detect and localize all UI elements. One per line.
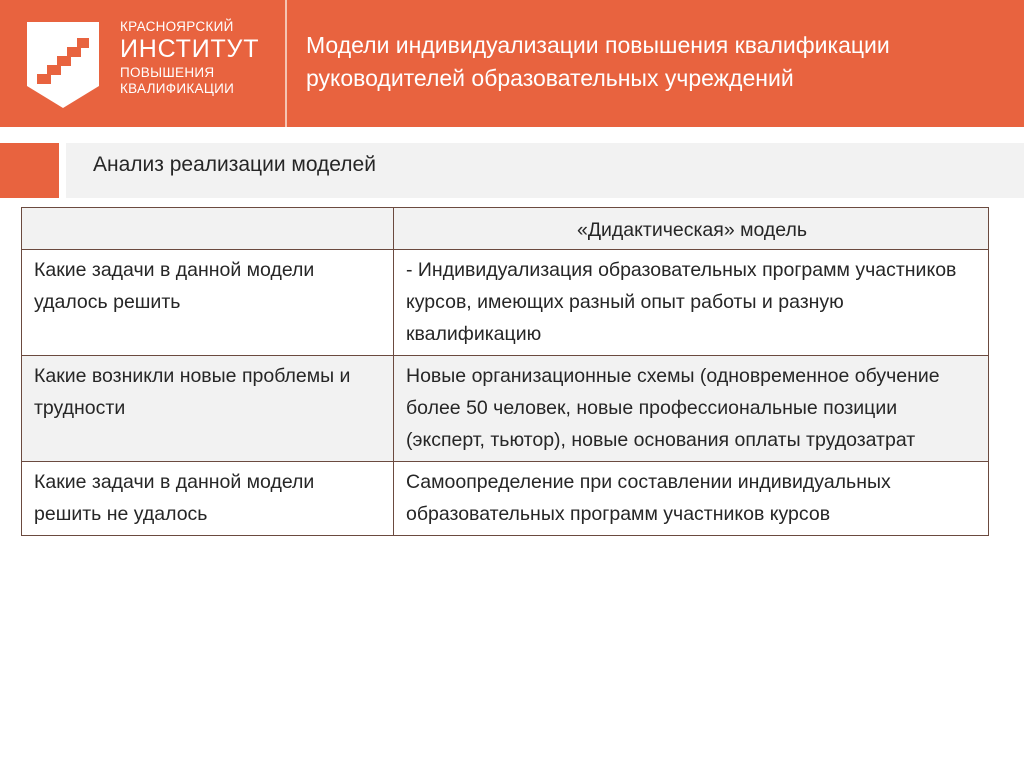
table-row [22,462,989,536]
header-banner [0,0,1024,127]
logo-line-2: ИНСТИТУТ [120,34,260,63]
table-cell-question: Какие возникли новые проблемы и трудности [22,356,394,462]
table-cell-answer: Новые организационные схемы (одновременное обучение более 50 человек, новые профессиональные позиции (эксперт, тьютор), новые основания оплаты трудозатрат [394,356,989,462]
logo-line-4: КВАЛИФИКАЦИИ [120,81,235,96]
table-cell-answer: - Индивидуализация образовательных программ участников курсов, имеющих разный опыт работы и разную квалификацию [394,250,989,356]
header-divider [285,0,287,127]
section-title: Анализ реализации моделей [93,153,376,176]
institute-logo-text [120,20,259,96]
table-row [22,250,989,356]
table-cell-question: Какие задачи в данной модели решить не удалось [22,462,394,536]
logo-line-3: ПОВЫШЕНИЯ [120,64,215,80]
table-header-cell-model: «Дидактическая» модель [394,208,989,250]
table-cell-answer: Самоопределение при составлении индивидуальных образовательных программ участников курсов [394,462,989,536]
page-title: Модели индивидуализации повышения квалификации руководителей образовательных учреждений [306,32,890,91]
table-cell-question: Какие задачи в данной модели удалось решить [22,250,394,356]
table-header-row [22,208,989,250]
institute-logo-icon [27,22,99,108]
logo-line-1: КРАСНОЯРСКИЙ [120,19,234,34]
table-header-cell-empty [22,208,394,250]
subheader-accent-block [0,143,59,198]
model-analysis-table [21,207,989,536]
table-row [22,356,989,462]
